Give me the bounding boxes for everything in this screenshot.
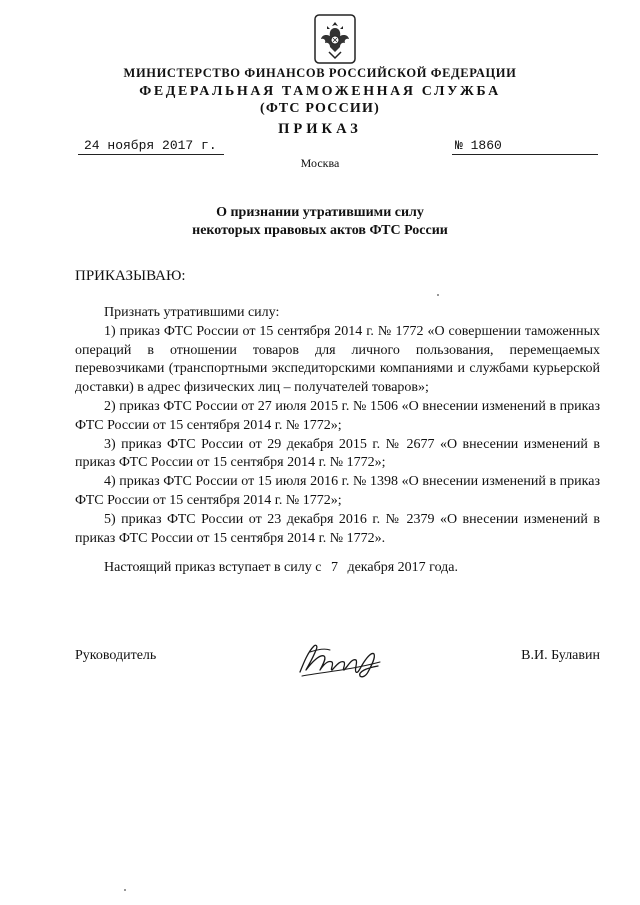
intro-text: Признать утратившими силу: <box>104 305 280 320</box>
document-title <box>0 204 640 240</box>
signer-name: В.И. Булавин <box>521 648 600 663</box>
order-number: № 1860 <box>455 138 502 153</box>
effective-day: 7 <box>330 560 338 575</box>
scan-dot <box>437 294 439 296</box>
list-item: 5) приказ ФТС России от 23 декабря 2016 г. № 2379 «О внесении изменений в приказ ФТС России от 15 сентября 2014 г. № 1772». <box>75 511 600 546</box>
list-item: 1) приказ ФТС России от 15 сентября 2014 г. № 1772 «О совершении таможенных операций в отношении товаров для личного пользования, перемещаемых перевозчиками (транспортными экспедиторскими компаниями и службами курьерской доставки) в адрес физических лиц – получателей товаров»; <box>75 323 600 396</box>
city: Москва <box>300 156 340 170</box>
title-line-1: О признании утратившими силу <box>216 205 424 220</box>
ministry-name: МИНИСТЕРСТВО ФИНАНСОВ РОССИЙСКОЙ ФЕДЕРАЦИИ <box>123 66 517 80</box>
effective-prefix: Настоящий приказ вступает в силу с <box>104 560 322 575</box>
title-line-2: некоторых правовых актов ФТС России <box>192 223 448 238</box>
signer-position: Руководитель <box>75 648 157 663</box>
list-item: 2) приказ ФТС России от 27 июля 2015 г. № 1506 «О внесении изменений в приказ ФТС России от 15 сентября 2014 г. № 1772»; <box>75 398 600 433</box>
effective-date-clause <box>104 560 458 576</box>
coat-of-arms-icon <box>314 14 356 64</box>
scan-dot <box>124 889 126 891</box>
document-type: ПРИКАЗ <box>278 121 362 137</box>
service-short-name: (ФТС РОССИИ) <box>260 101 380 116</box>
list-item: 4) приказ ФТС России от 15 июля 2016 г. № 1398 «О внесении изменений в приказ ФТС России от 15 сентября 2014 г. № 1772»; <box>75 474 600 508</box>
service-name: ФЕДЕРАЛЬНАЯ ТАМОЖЕННАЯ СЛУЖБА <box>139 84 501 99</box>
order-body <box>75 304 600 548</box>
order-date: 24 ноября 2017 г. <box>84 138 217 153</box>
signature-image <box>294 632 384 684</box>
effective-suffix: декабря 2017 года. <box>347 560 458 575</box>
list-item: 3) приказ ФТС России от 29 декабря 2015 г. № 2677 «О внесении изменений в приказ ФТС России от 15 сентября 2014 г. № 1772»; <box>75 436 600 471</box>
order-word: ПРИКАЗЫВАЮ: <box>75 268 186 284</box>
